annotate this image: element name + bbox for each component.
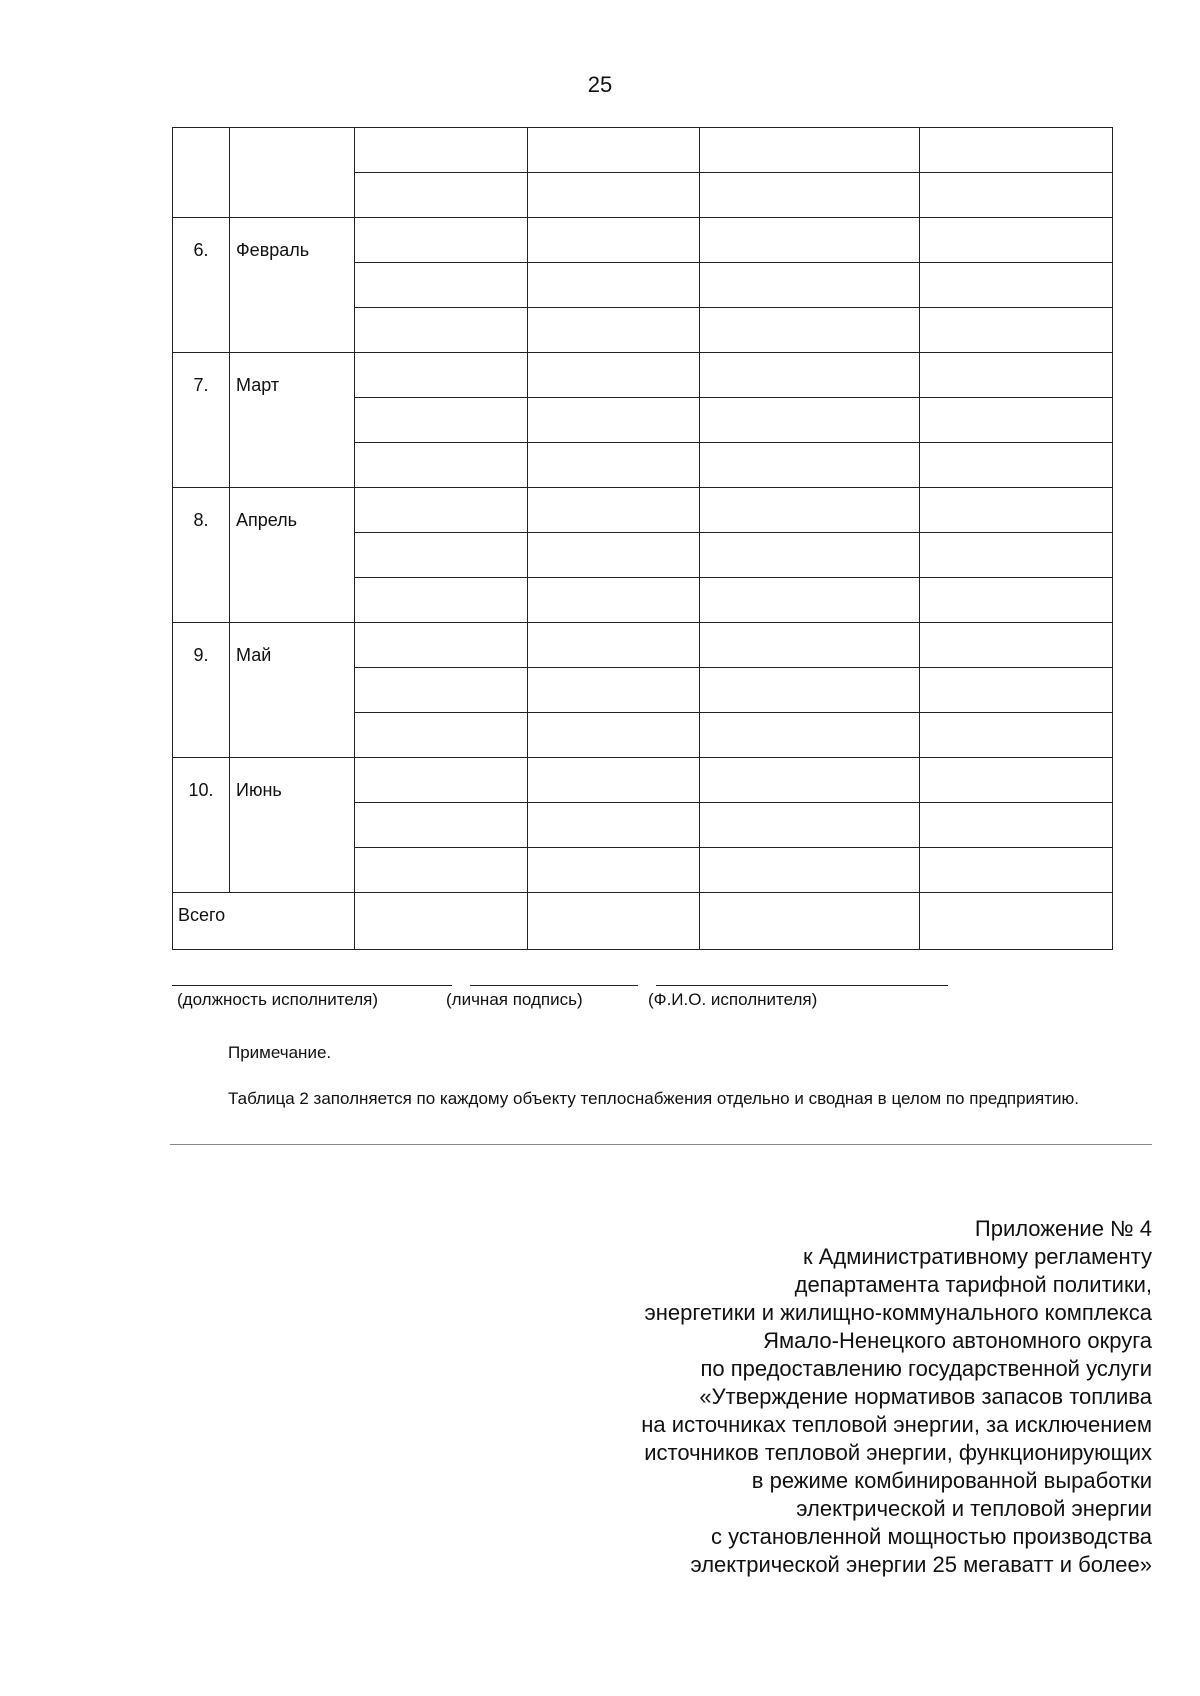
data-cell[interactable] [700, 488, 920, 533]
data-cell[interactable] [528, 173, 700, 218]
data-cell[interactable] [528, 533, 700, 578]
data-cell[interactable] [920, 668, 1113, 713]
row-number: 8. [173, 488, 230, 623]
data-cell[interactable] [355, 263, 528, 308]
data-cell[interactable] [528, 623, 700, 668]
data-cell[interactable] [700, 668, 920, 713]
data-cell[interactable] [528, 398, 700, 443]
data-cell[interactable] [528, 668, 700, 713]
appendix-line: электрической и тепловой энергии [796, 1496, 1152, 1521]
row-number: 10. [173, 758, 230, 893]
data-cell[interactable] [700, 578, 920, 623]
appendix-line: энергетики и жилищно-коммунального комплекса [644, 1300, 1152, 1325]
data-cell[interactable] [700, 803, 920, 848]
data-cell[interactable] [355, 533, 528, 578]
table-row [173, 218, 1113, 263]
data-cell[interactable] [920, 848, 1113, 893]
divider [170, 1144, 1152, 1145]
data-cell[interactable] [355, 128, 528, 173]
data-cell[interactable] [700, 443, 920, 488]
data-cell[interactable] [528, 803, 700, 848]
data-cell[interactable] [528, 713, 700, 758]
data-cell[interactable] [920, 578, 1113, 623]
data-cell[interactable] [355, 308, 528, 353]
table-row [173, 128, 1113, 173]
data-cell[interactable] [355, 353, 528, 398]
table-row [173, 758, 1113, 803]
data-cell[interactable] [920, 713, 1113, 758]
data-cell[interactable] [355, 443, 528, 488]
data-cell[interactable] [355, 488, 528, 533]
month-label: Апрель [230, 488, 355, 623]
data-cell[interactable] [920, 623, 1113, 668]
data-cell[interactable] [700, 353, 920, 398]
note-text: Таблица 2 заполняется по каждому объекту теплоснабжения отдельно и сводная в целом по предприятию. [228, 1089, 1080, 1108]
data-cell[interactable] [700, 758, 920, 803]
data-cell[interactable] [920, 353, 1113, 398]
row-number: 9. [173, 623, 230, 758]
appendix-line: электрической энергии 25 мегаватт и более» [690, 1552, 1152, 1577]
month-cell [230, 128, 355, 218]
appendix-line: Приложение № 4 [974, 1216, 1152, 1241]
appendix-line: департамента тарифной политики, [794, 1272, 1152, 1297]
row-number: 7. [173, 353, 230, 488]
data-cell[interactable] [528, 893, 700, 950]
data-cell[interactable] [528, 128, 700, 173]
data-cell[interactable] [920, 758, 1113, 803]
data-cell[interactable] [700, 398, 920, 443]
table-row [173, 353, 1113, 398]
signature-caption: (личная подпись) [446, 990, 583, 1009]
month-label: Март [230, 353, 355, 488]
data-cell[interactable] [355, 668, 528, 713]
table-row [173, 623, 1113, 668]
note-label: Примечание. [228, 1043, 332, 1062]
signature-block [172, 970, 992, 1030]
data-cell[interactable] [355, 623, 528, 668]
data-cell[interactable] [700, 713, 920, 758]
data-cell[interactable] [700, 308, 920, 353]
data-cell[interactable] [700, 533, 920, 578]
data-cell[interactable] [700, 128, 920, 173]
appendix-line: с установленной мощностью производства [710, 1524, 1152, 1549]
data-cell[interactable] [528, 848, 700, 893]
data-cell[interactable] [355, 713, 528, 758]
month-label: Июнь [230, 758, 355, 893]
appendix-line: Ямало-Ненецкого автономного округа [763, 1328, 1152, 1353]
data-cell[interactable] [355, 398, 528, 443]
total-label: Всего [173, 893, 355, 950]
row-number: 6. [173, 218, 230, 353]
data-cell[interactable] [920, 803, 1113, 848]
data-cell[interactable] [528, 308, 700, 353]
data-cell[interactable] [355, 758, 528, 803]
data-cell[interactable] [700, 848, 920, 893]
appendix-line: к Административному регламенту [802, 1244, 1152, 1269]
position-line[interactable] [172, 985, 452, 986]
data-cell[interactable] [528, 578, 700, 623]
name-line[interactable] [656, 985, 948, 986]
data-cell[interactable] [920, 218, 1113, 263]
data-cell[interactable] [920, 533, 1113, 578]
data-cell[interactable] [700, 263, 920, 308]
signature-line[interactable] [470, 985, 638, 986]
page-number: 25 [587, 72, 613, 97]
data-cell[interactable] [528, 488, 700, 533]
fuel-data-table [172, 127, 1113, 950]
name-caption: (Ф.И.О. исполнителя) [648, 990, 818, 1009]
data-cell[interactable] [355, 578, 528, 623]
appendix-line: «Утверждение нормативов запасов топлива [699, 1384, 1152, 1409]
data-cell[interactable] [920, 263, 1113, 308]
month-label: Февраль [230, 218, 355, 353]
data-cell[interactable] [355, 173, 528, 218]
data-cell[interactable] [355, 803, 528, 848]
number-cell [173, 128, 230, 218]
data-cell[interactable] [355, 848, 528, 893]
data-cell[interactable] [920, 173, 1113, 218]
data-cell[interactable] [355, 218, 528, 263]
appendix-header [452, 1215, 1152, 1579]
position-caption: (должность исполнителя) [177, 990, 379, 1009]
data-cell[interactable] [700, 173, 920, 218]
data-cell[interactable] [920, 443, 1113, 488]
data-cell[interactable] [528, 218, 700, 263]
data-cell[interactable] [700, 893, 920, 950]
appendix-line: в режиме комбинированной выработки [751, 1468, 1152, 1493]
data-cell[interactable] [920, 398, 1113, 443]
data-cell[interactable] [528, 758, 700, 803]
month-label: Май [230, 623, 355, 758]
total-row [173, 893, 1113, 950]
data-cell[interactable] [528, 263, 700, 308]
appendix-line: на источниках тепловой энергии, за исключением [641, 1412, 1152, 1437]
data-cell[interactable] [528, 353, 700, 398]
table-row [173, 488, 1113, 533]
data-cell[interactable] [920, 893, 1113, 950]
appendix-line: по предоставлению государственной услуги [700, 1356, 1152, 1381]
data-cell[interactable] [920, 488, 1113, 533]
data-cell[interactable] [528, 443, 700, 488]
data-cell[interactable] [920, 308, 1113, 353]
data-cell[interactable] [700, 218, 920, 263]
data-cell[interactable] [700, 623, 920, 668]
appendix-line: источников тепловой энергии, функционирующих [644, 1440, 1152, 1465]
data-cell[interactable] [920, 128, 1113, 173]
data-cell[interactable] [355, 893, 528, 950]
